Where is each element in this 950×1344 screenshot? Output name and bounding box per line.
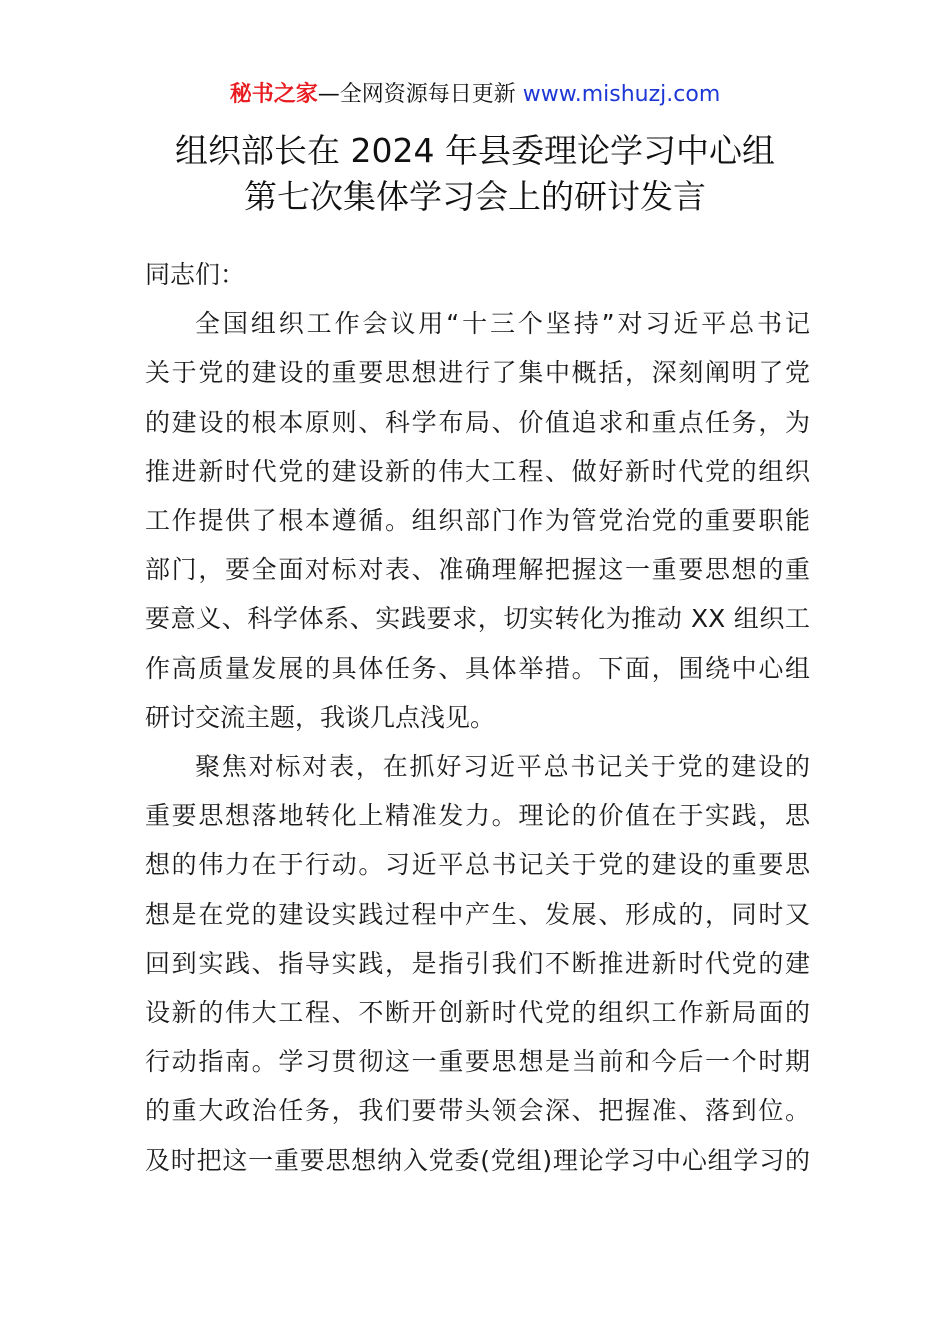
paragraph-line: 要意义、科学体系、实践要求，切实转化为推动 XX 组织工 <box>145 604 810 634</box>
paragraph-line: 设新的伟大工程、不断开创新时代党的组织工作新局面的 <box>145 998 810 1028</box>
paragraph-line: 研讨交流主题，我谈几点浅见。 <box>145 702 496 732</box>
document-body <box>145 250 810 1185</box>
paragraph-line: 关于党的建设的重要思想进行了集中概括，深刻阐明了党 <box>145 358 810 388</box>
paragraph-line: 想的伟力在于行动。习近平总书记关于党的建设的重要思 <box>145 850 810 880</box>
paragraph-line: 行动指南。学习贯彻这一重要思想是当前和今后一个时期 <box>145 1047 810 1077</box>
paragraph-1 <box>145 299 810 742</box>
document-title-line-1: 组织部长在 2024 年县委理论学习中心组 <box>175 131 775 170</box>
document-title <box>0 128 950 220</box>
document-title-line-2: 第七次集体学习会上的研讨发言 <box>244 177 706 216</box>
paragraph-line: 工作提供了根本遵循。组织部门作为管党治党的重要职能 <box>145 506 810 536</box>
salutation: 同志们： <box>145 260 246 289</box>
paragraph-line: 的重大政治任务，我们要带头领会深、把握准、落到位。 <box>145 1096 810 1126</box>
paragraph-line: 回到实践、指导实践，是指引我们不断推进新时代党的建 <box>145 948 810 978</box>
site-header <box>0 80 950 110</box>
site-brand: 秘书之家 <box>229 82 318 107</box>
paragraph-line: 及时把这一重要思想纳入党委(党组)理论学习中心组学习的 <box>145 1145 810 1175</box>
paragraph-line: 作高质量发展的具体任务、具体举措。下面，围绕中心组 <box>145 653 810 683</box>
paragraph-line: 部门，要全面对标对表、准确理解把握这一重要思想的重 <box>145 555 810 585</box>
paragraph-line: 想是在党的建设实践过程中产生、发展、形成的，同时又 <box>145 899 810 929</box>
paragraph-line: 重要思想落地转化上精准发力。理论的价值在于实践，思 <box>145 801 810 831</box>
site-url-link[interactable]: www.mishuzj.com <box>522 82 721 107</box>
paragraph-2 <box>145 742 810 1185</box>
paragraph-line: 的建设的根本原则、科学布局、价值追求和重点任务，为 <box>145 407 810 437</box>
paragraph-line: 全国组织工作会议用“十三个坚持”对习近平总书记 <box>195 309 810 339</box>
paragraph-line: 聚焦对标对表，在抓好习近平总书记关于党的建设的 <box>195 752 810 782</box>
site-slogan: —全网资源每日更新 <box>317 82 523 107</box>
paragraph-line: 推进新时代党的建设新的伟大工程、做好新时代党的组织 <box>145 456 810 486</box>
